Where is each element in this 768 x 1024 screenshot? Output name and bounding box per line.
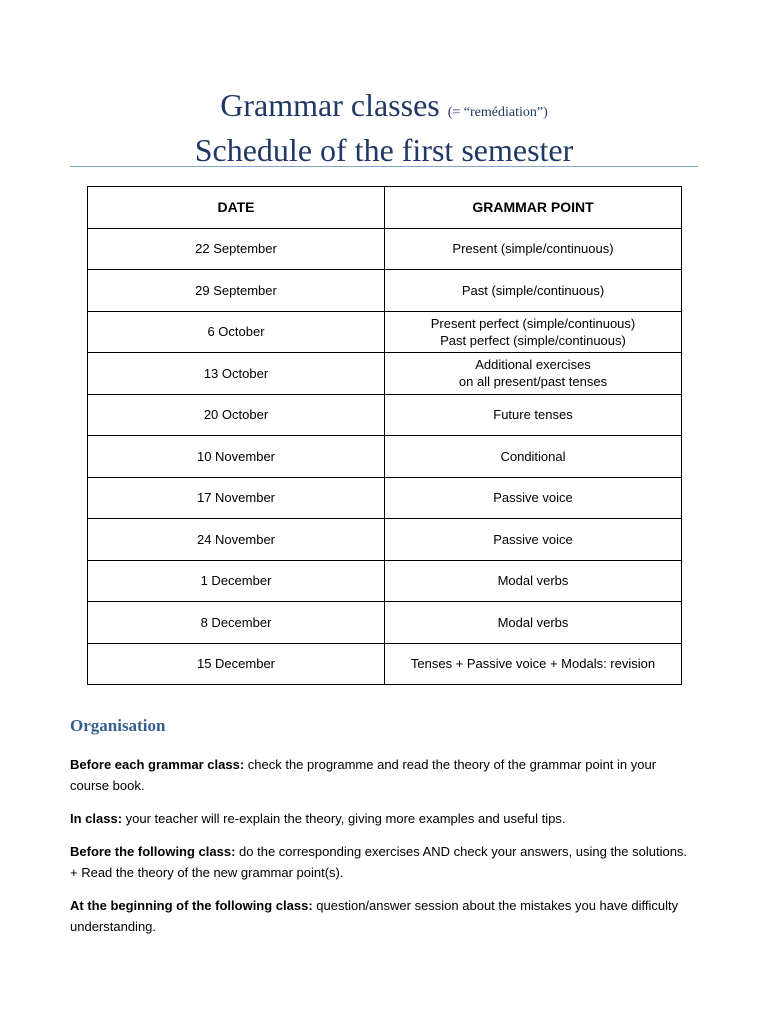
title-line bbox=[0, 84, 768, 134]
grammar-point-text: Passive voice bbox=[493, 490, 573, 506]
organisation-item-label: Before each grammar class: bbox=[70, 757, 245, 772]
table-row bbox=[88, 270, 682, 312]
organisation-item bbox=[70, 841, 690, 883]
grammar-point-cell bbox=[385, 228, 682, 270]
date-cell: 20 October bbox=[88, 394, 385, 436]
title-block bbox=[0, 84, 768, 170]
table-row bbox=[88, 394, 682, 436]
grammar-point-text: Tenses + Passive voice + Modals: revision bbox=[410, 656, 656, 672]
grammar-point-cell bbox=[385, 602, 682, 644]
organisation-item bbox=[70, 754, 690, 796]
page-title: Grammar classes bbox=[220, 87, 440, 123]
grammar-point-text: Future tenses bbox=[493, 407, 573, 423]
table-row bbox=[88, 436, 682, 478]
grammar-point-cell bbox=[385, 519, 682, 561]
grammar-point-text: Modal verbs bbox=[497, 614, 569, 630]
date-cell: 15 December bbox=[88, 643, 385, 685]
grammar-point-text: Additional exercises bbox=[475, 357, 591, 373]
organisation-item-text: your teacher will re-explain the theory, giving more examples and useful tips. bbox=[122, 811, 566, 826]
date-cell: 8 December bbox=[88, 602, 385, 644]
table-row bbox=[88, 602, 682, 644]
grammar-point-text: Past (simple/continuous) bbox=[461, 282, 605, 298]
grammar-point-cell bbox=[385, 560, 682, 602]
column-header-grammar-point: GRAMMAR POINT bbox=[385, 187, 682, 229]
date-cell: 22 September bbox=[88, 228, 385, 270]
schedule-table bbox=[87, 186, 682, 685]
schedule-table-body bbox=[88, 228, 682, 685]
organisation-list bbox=[70, 754, 690, 949]
grammar-point-text: Present (simple/continuous) bbox=[452, 241, 614, 257]
table-row bbox=[88, 311, 682, 353]
column-header-date: DATE bbox=[88, 187, 385, 229]
date-cell: 24 November bbox=[88, 519, 385, 561]
grammar-point-text: Present perfect (simple/continuous) bbox=[430, 315, 636, 331]
grammar-point-cell bbox=[385, 311, 682, 353]
table-row bbox=[88, 519, 682, 561]
organisation-item-text: do the corresponding exercises AND check your answers, using the solutions. + Read the theory of the new grammar point(s). bbox=[70, 844, 688, 880]
page-subtitle: Schedule of the first semester bbox=[194, 132, 574, 168]
organisation-item-label: In class: bbox=[70, 811, 123, 826]
grammar-point-cell bbox=[385, 353, 682, 395]
table-row bbox=[88, 477, 682, 519]
date-cell: 6 October bbox=[88, 311, 385, 353]
grammar-point-cell bbox=[385, 270, 682, 312]
title-divider bbox=[70, 166, 698, 167]
organisation-item bbox=[70, 808, 690, 829]
grammar-point-text: Modal verbs bbox=[497, 573, 569, 589]
grammar-point-text: Conditional bbox=[500, 448, 566, 464]
table-row bbox=[88, 560, 682, 602]
table-row bbox=[88, 228, 682, 270]
organisation-item bbox=[70, 895, 690, 937]
title-aside: (= “remédiation”) bbox=[447, 105, 548, 120]
organisation-item-label: Before the following class: bbox=[70, 844, 236, 859]
date-cell: 1 December bbox=[88, 560, 385, 602]
table-row bbox=[88, 643, 682, 685]
date-cell: 10 November bbox=[88, 436, 385, 478]
grammar-point-cell bbox=[385, 477, 682, 519]
organisation-item-text: check the programme and read the theory of the grammar point in your course book. bbox=[70, 757, 657, 793]
organisation-item-label: At the beginning of the following class: bbox=[70, 898, 313, 913]
organisation-heading: Organisation bbox=[70, 716, 166, 735]
grammar-point-cell bbox=[385, 643, 682, 685]
grammar-point-cell bbox=[385, 436, 682, 478]
grammar-point-cell bbox=[385, 394, 682, 436]
table-header-row bbox=[88, 187, 682, 229]
date-cell: 29 September bbox=[88, 270, 385, 312]
grammar-point-text: Past perfect (simple/continuous) bbox=[440, 332, 626, 348]
date-cell: 17 November bbox=[88, 477, 385, 519]
grammar-point-text: Passive voice bbox=[493, 531, 573, 547]
grammar-point-text: on all present/past tenses bbox=[458, 374, 608, 390]
date-cell: 13 October bbox=[88, 353, 385, 395]
organisation-item-text: question/answer session about the mistakes you have difficulty understanding. bbox=[70, 898, 679, 934]
table-row bbox=[88, 353, 682, 395]
